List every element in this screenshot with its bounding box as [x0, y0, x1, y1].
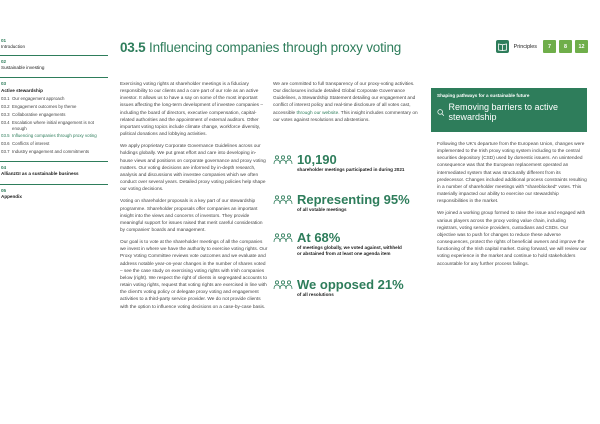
item-label: Collaborative engagements: [12, 111, 66, 117]
stat-value: Representing 95%: [297, 192, 410, 207]
section-title: Active stewardship: [1, 87, 43, 93]
paragraph-transparency: [273, 81, 421, 124]
people-icon: [273, 233, 293, 243]
paragraph: We apply proprietary Corporate Governance Guidelines across our holdings globally. We put great effort and care into developing in-house views and positions on corporate governance and proxy voting matters. Our voting decisions are informed by in-depth research, analysis and discussions with investee companies which we often conduct over several years. Detailed proxy voting policies help shape our voting decisions.: [120, 144, 266, 193]
body-column-2: [273, 81, 421, 297]
paragraph-text: We are committed to full transparency of our proxy-voting activities. Our disclosures include detailed Global Corporate Governance Guidelines, a Stewardship Statement detailing our engagement and conflict of interest policy and real-time disclosure of all votes cast, accessible: [273, 82, 416, 116]
paragraph: Exercising voting rights at shareholder meetings is a fiduciary responsibility to our clients and a core part of our role as an active investor. It allows us to have a say on some of the most important issues affecting the long-term development of investee companies – including the board of directors, executive compensation, capital-related authorities and the appointment of external auditors. Other important voting topics include climate change, workforce diversity, political donations and lobbying activities.: [120, 82, 264, 138]
item-label: Industry engagement and commitments: [12, 149, 90, 155]
sidebar-item-conflicts-of-interest[interactable]: [1, 141, 108, 147]
stat-opposed-resolutions: [273, 278, 413, 298]
item-number: 03.7: [1, 149, 10, 155]
sidebar-item-engagement-outcomes[interactable]: [1, 104, 108, 110]
sidebar-section-appendix[interactable]: [0, 184, 108, 203]
paragraph: Our goal is to vote at the shareholder meetings of all the companies we invest in where we have the authority to exercise voting rights. Our Proxy Voting Committee reviews vote outcomes and we evaluate and address notable year-on-year changes in the number of shares voted – see the case study on exercising voting rights with Irish companies below (right). We respect the right of clients in segregated accounts to retain voting rights, request that voting rights are exercised in line with the client's voting policy or delegate proxy voting and engagement activities to a third-party service provider. We do not provide clients with the option to influence voting decisions on a case-by-case basis.: [120, 240, 268, 310]
principles-label: Principles: [513, 43, 537, 50]
stat-votable-meetings: [273, 193, 413, 213]
website-link[interactable]: through our website: [296, 110, 339, 116]
principle-badge-8[interactable]: 8: [559, 40, 572, 53]
stat-label: shareholder meetings participated in during 2021: [297, 167, 405, 172]
paragraph: Following the UK's departure from the European Union, changes were implemented to the Irish proxy voting system including to the central securities depository (CSD) used by domestic issuers. An unintended consequence was that the European replacement operated an intermediated system that was structurally different from its predecessor. Changes included additional process constraints resulting in a number of shareholder meetings with "shareblocked" votes. This materially impacted our ability to exercise our stewardship responsibilities in the market.: [437, 142, 587, 205]
section-title: Introduction: [1, 44, 26, 50]
section-number: 01: [1, 38, 7, 43]
sidebar-item-collaborative-engagements[interactable]: [1, 112, 108, 118]
people-icon: [273, 155, 293, 165]
stat-meetings: [273, 153, 413, 173]
section-number: 03: [1, 81, 7, 87]
case-study-panel: [431, 88, 587, 132]
page-title-text: Influencing companies through proxy voting: [149, 40, 402, 55]
stat-value: We opposed 21%: [297, 277, 404, 292]
principle-badge-7[interactable]: 7: [543, 40, 556, 53]
page-title: [120, 40, 401, 55]
stat-label: of all resolutions: [297, 292, 334, 297]
paragraph: We joined a working group formed to raise the issue and engaged with various players across the proxy voting value chain, including registrars, voting service providers, custodians and CSDs. Our objective was to push for changes to reduce these adverse consequences, protect the rights of beneficial owners and improve the functioning of the Irish capital market. Going forward, we will review our voting experience in the market and continue to hold stakeholders accountable for any further process failings.: [437, 211, 587, 267]
item-number: 03.3: [1, 111, 10, 117]
principle-badge-12[interactable]: 12: [575, 40, 588, 53]
item-label: Influencing companies through proxy voting: [12, 133, 97, 139]
sidebar-section-sustainable-investing[interactable]: [0, 55, 108, 74]
item-number: 03.6: [1, 141, 10, 147]
sidebar-item-industry-engagement[interactable]: [1, 149, 108, 155]
section-number: 05: [1, 187, 7, 193]
sidebar-item-escalation[interactable]: [1, 120, 108, 132]
section-number: 02: [1, 59, 7, 64]
principles-badges: [496, 40, 588, 53]
page-title-number: 03.5: [120, 40, 146, 55]
section-title: AllianzGI as a sustainable business: [1, 171, 79, 177]
item-label: Engagement outcomes by theme: [12, 103, 77, 109]
panel-title: Removing barriers to active stewardship: [448, 102, 558, 122]
sidebar-section-introduction[interactable]: [0, 36, 108, 53]
panel-kicker: Shaping pathways for a sustainable future: [437, 93, 530, 98]
body-column-1: [120, 81, 268, 316]
stat-label: of meetings globally, we voted against, withheld or abstained from at least one agenda item: [297, 245, 402, 256]
sidebar-section-active-stewardship[interactable]: [0, 77, 108, 158]
section-number: 04: [1, 165, 7, 171]
sidebar-nav: [0, 38, 108, 206]
item-number: 03.5: [1, 133, 10, 139]
book-icon: [496, 40, 509, 53]
item-label: Conflicts of interest: [12, 141, 50, 147]
sidebar-item-proxy-voting[interactable]: [1, 133, 108, 139]
sidebar-section-allianzgi[interactable]: [0, 161, 108, 180]
body-column-3: [437, 141, 587, 273]
stat-value: 10,190: [297, 152, 337, 167]
paragraph-text: . This insight includes commentary on our votes against resolutions and abstentions.: [273, 110, 418, 123]
item-label: Our engagement approach: [12, 95, 65, 101]
section-title: Sustainable investing: [1, 65, 45, 71]
section-title: Appendix: [1, 193, 22, 199]
item-label: Escalation where initial engagement is not enough: [12, 119, 95, 131]
stat-label: of all votable meetings: [297, 207, 347, 212]
stat-voted-against: [273, 231, 413, 257]
item-number: 03.1: [1, 95, 10, 101]
item-number: 03.4: [1, 119, 10, 125]
paragraph: Voting on shareholder proposals is a key part of our stewardship programme. Shareholder proposals offer companies an important insight into the views and concerns of investors. They provide meaningful support for issues raised that merit careful consideration by companies' boards and management.: [120, 199, 263, 233]
search-icon: [437, 108, 444, 117]
stat-value: At 68%: [297, 230, 341, 245]
item-number: 03.2: [1, 103, 10, 109]
people-icon: [273, 195, 293, 205]
people-icon: [273, 280, 293, 290]
sidebar-item-engagement-approach[interactable]: [1, 96, 108, 102]
